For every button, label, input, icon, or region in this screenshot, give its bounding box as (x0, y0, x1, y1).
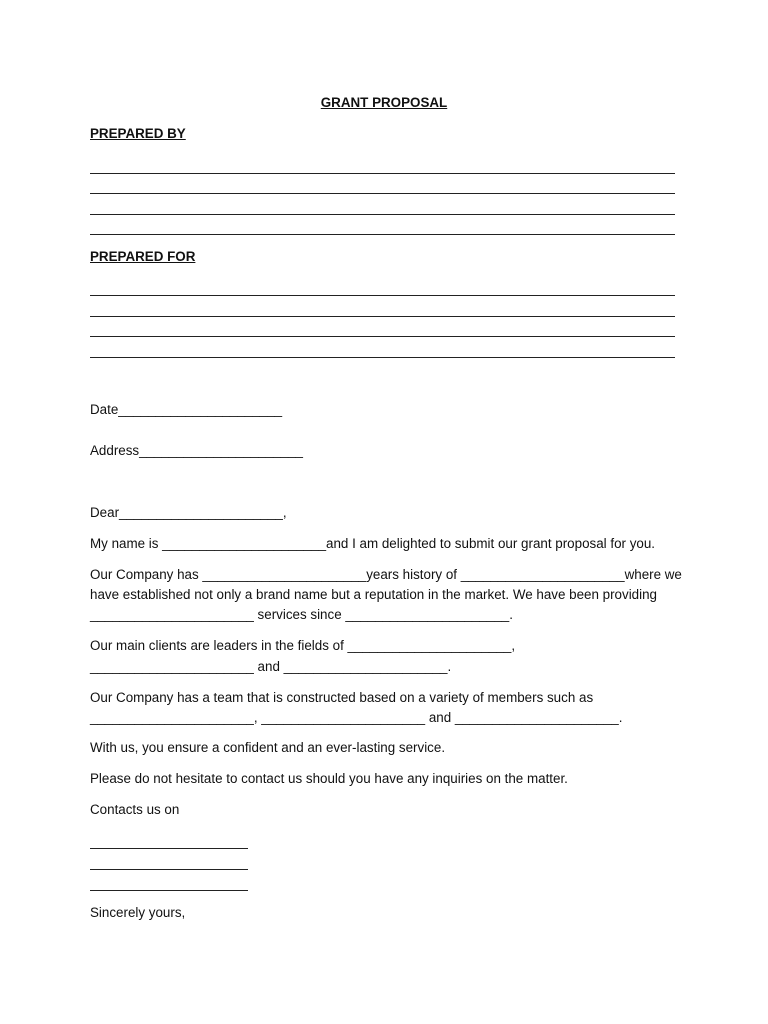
clients-paragraph-line: ______________________ and ______________________. (90, 659, 452, 674)
contacts-label: Contacts us on (90, 802, 180, 817)
inquiry-paragraph: Please do not hesitate to contact us should you have any inquiries on the matter. (90, 771, 568, 786)
team-paragraph-line: Our Company has a team that is constructed based on a variety of members such as (90, 690, 594, 705)
prepared-by-blank-line[interactable] (90, 234, 675, 235)
prepared-by-blank-line[interactable] (90, 173, 675, 174)
prepared-by-blank-line[interactable] (90, 214, 675, 215)
contact-blank-line[interactable] (90, 869, 248, 870)
company-paragraph-line: ______________________ services since ______________________. (90, 607, 513, 622)
prepared-for-blank-line[interactable] (90, 357, 675, 358)
address-field[interactable]: Address______________________ (90, 443, 303, 458)
date-field[interactable]: Date______________________ (90, 402, 283, 417)
prepared-for-blank-line[interactable] (90, 295, 675, 296)
company-paragraph-line: Our Company has ______________________years history of ______________________where we (90, 567, 682, 582)
prepared-for-heading: PREPARED FOR (90, 249, 196, 264)
prepared-by-heading: PREPARED BY (90, 126, 186, 141)
team-paragraph-line: ______________________, ______________________ and ______________________. (90, 710, 623, 725)
contact-blank-line[interactable] (90, 890, 248, 891)
prepared-for-blank-line[interactable] (90, 316, 675, 317)
document-title: GRANT PROPOSAL (320, 95, 448, 110)
clients-paragraph-line: Our main clients are leaders in the fields of ______________________, (90, 638, 516, 653)
salutation-line[interactable]: Dear______________________, (90, 505, 287, 520)
contact-blank-line[interactable] (90, 848, 248, 849)
intro-paragraph: My name is ______________________and I am delighted to submit our grant proposal for you. (90, 536, 656, 551)
service-paragraph: With us, you ensure a confident and an ever-lasting service. (90, 740, 446, 755)
closing-line: Sincerely yours, (90, 905, 186, 920)
company-paragraph-line: have established not only a brand name but a reputation in the market. We have been providing (90, 587, 657, 602)
prepared-by-blank-line[interactable] (90, 193, 675, 194)
prepared-for-blank-line[interactable] (90, 336, 675, 337)
